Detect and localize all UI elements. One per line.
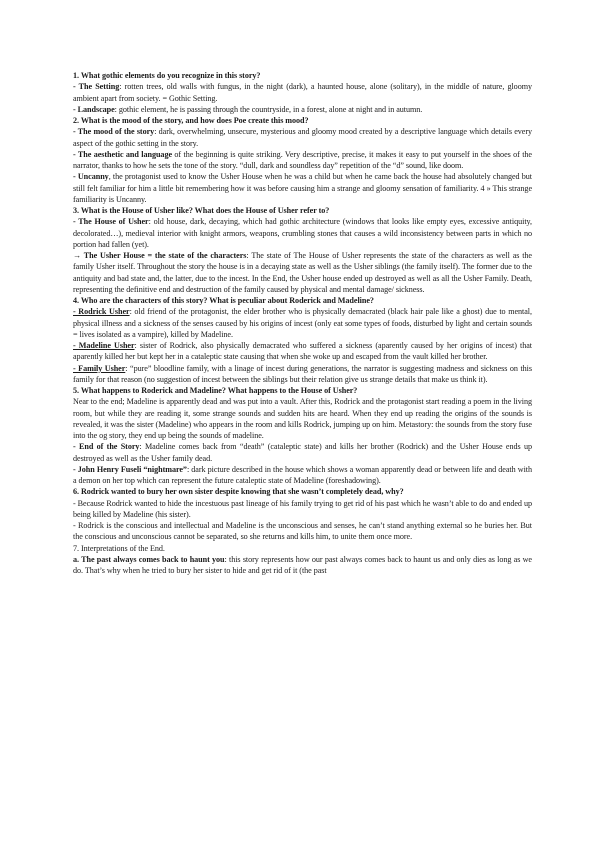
answer-item-house xyxy=(73,216,532,250)
answer-paragraph-ending: Near to the end; Madeline is apparently dead and was put into a vault. After this, Rodrick and the protagonist start reading a poem in the living room, but while they are reading it, some strange sounds and sudden hits are heard. When they end up reading the origins of the sounds is revealed, it was the sister (Madeline) who appears in the room and kills Rodrick, jumping up on him. Metastory: the sounds from the story fuse into the og story, they end up being the sounds of madeline. xyxy=(73,397,532,440)
item-lead: - The House of Usher xyxy=(73,217,149,227)
item-text: of the beginning is quite striking. Very descriptive, precise, it makes it easy to put yourself in the shoes of the narrator, thanks to how he sets the tone of the story. “dull, dark and soundless day” repetition of the “d” sound, like doom. xyxy=(73,149,532,170)
item-lead: - The Setting xyxy=(73,82,120,92)
item-text: : old friend of the protagonist, the elder brother who is physically demacrated (black hair pale like a ghost) due to mental, physical illness and a sickness of the senses caused by his origins of incest (only eat some types of foods, disturbed by light and certain sounds = lives isolated as a vampire), killed by Madeline. xyxy=(73,307,532,339)
answer-item-uncanny xyxy=(73,171,532,205)
answer-item-landscape xyxy=(73,104,532,115)
item-lead: - The mood of the story xyxy=(73,127,155,137)
item-lead: - Madeline Usher xyxy=(73,341,135,350)
question-heading-6: 6. Rodrick wanted to bury her own sister despite knowing that she wasn’t completely dead, why? xyxy=(73,487,404,497)
item-text: : The state of The House of Usher represents the state of the characters as well as the family Usher itself. Throughout the story the house is in a decaying state as well as the Usher siblings (the family itself). The former due to the antiquity and bad state and, the latter, due to the incest. In the End, the Usher house ended up destroyed as well as all the Usher Family. Death, representing the definitive end and destruction of the family caused by physical and mental damage/ sickness. xyxy=(73,251,532,294)
item-lead: - Landscape xyxy=(73,104,115,114)
answer-paragraph-hide-past: - Because Rodrick wanted to hide the incestuous past lineage of his family trying to get rid of his past which he wasn’t able to do and ended up being killed by Madeline (his sister). xyxy=(73,498,532,519)
item-lead: - End of the Story xyxy=(73,442,140,452)
answer-paragraph-conscious: - Rodrick is the conscious and intellectual and Madeline is the unconscious and senses, he can’t stand anything external so he buries her. But the conscious and unconscious cannot be separated, so she returns and kills him, to unite them once more. xyxy=(73,521,532,542)
answer-item-madeline xyxy=(73,340,532,363)
item-text: : Madeline comes back from “death” (cataleptic state) and kills her brother (Rodrick) and the Usher House ends up destroyed as well as the Usher family dead. xyxy=(73,442,532,463)
item-text: , the protagonist used to know the Usher House when he was a child but when he came back the house had absolutely changed but still felt familiar for him a little bit remembering how it was before causing him a strange and gloomy sensation of familiarity. 4 » This strange familiarity is Uncanny. xyxy=(73,172,532,204)
item-lead: → The Usher House = the state of the characters xyxy=(73,251,247,260)
item-lead: - The aesthetic and language xyxy=(73,149,173,159)
item-lead: - Rodrick Usher xyxy=(73,307,130,317)
item-text: : dark picture described in the house which shows a woman apparently dead or between life and death with a demon on her top which can represent the future cataleptic state of Madeline (foreshadowing). xyxy=(73,464,532,485)
item-text: : gothic element, he is passing through the countryside, in a forest, alone at night and in autumn. xyxy=(114,104,423,114)
item-text: : this story represents how our past always comes back to haunt us and only dies as long as we do. That’s why when he tried to bury her sister to hide and get rid of it (the past xyxy=(73,554,532,575)
answer-item-fuseli xyxy=(73,464,532,487)
answer-item-setting xyxy=(73,81,532,104)
item-lead: - Uncanny xyxy=(73,172,109,182)
item-text: : old house, dark, decaying, which had gothic architecture (windows that looks like empty eyes, excessive antiquity, decolorated…), medieval interior with knight armors, weapons, crumbling stones that causes a wild inconsistency between parts in which no portion had fallen (yet). xyxy=(73,217,532,249)
question-heading-4: 4. Who are the characters of this story? What is peculiar about Roderick and Madeline? xyxy=(73,296,374,305)
item-lead: - John Henry Fuseli “nightmare” xyxy=(73,464,187,474)
document-page xyxy=(73,70,532,576)
answer-item-end-story xyxy=(73,441,532,464)
item-lead: - Family Usher xyxy=(73,363,126,373)
question-heading-7: 7. Interpretations of the End. xyxy=(73,543,165,553)
item-lead: a. The past always comes back to haunt you xyxy=(73,554,225,564)
answer-item-house-state xyxy=(73,250,532,295)
item-text: : “pure” bloodline family, with a linage of incest during generations, the narrator is suggesting madness and sickness on this family for that reason (no suggestion of incest between the siblings but their relation give us strange details that make us think it). xyxy=(73,363,532,384)
answer-item-past-haunts xyxy=(73,554,532,577)
item-text: : sister of Rodrick, also physically demacrated who suffered a sickness (aparently caused by her origins of incest) that aparently killed her but kept her in a cataleptic state causing that when she woke up and escaped from the vault killed her brother. xyxy=(73,341,532,362)
answer-item-mood xyxy=(73,126,532,149)
answer-item-family xyxy=(73,363,532,386)
answer-item-aesthetic xyxy=(73,149,532,172)
question-heading-5: 5. What happens to Roderick and Madeline? What happens to the House of Usher? xyxy=(73,386,358,395)
question-heading-3: 3. What is the House of Usher like? What does the House of Usher refer to? xyxy=(73,206,330,215)
answer-item-rodrick xyxy=(73,306,532,340)
question-heading-1: 1. What gothic elements do you recognize in this story? xyxy=(73,71,261,80)
question-heading-2: 2. What is the mood of the story, and how does Poe create this mood? xyxy=(73,116,309,125)
item-text: : rotten trees, old walls with fungus, in the night (dark), a haunted house, alone (solitary), in the middle of nature, gloomy ambient apart from society. = Gothic Setting. xyxy=(73,82,532,103)
item-text: : dark, overwhelming, unsecure, mysterious and gloomy mood created by a descriptive language which details every aspect of the gothic setting in the story. xyxy=(73,127,532,148)
